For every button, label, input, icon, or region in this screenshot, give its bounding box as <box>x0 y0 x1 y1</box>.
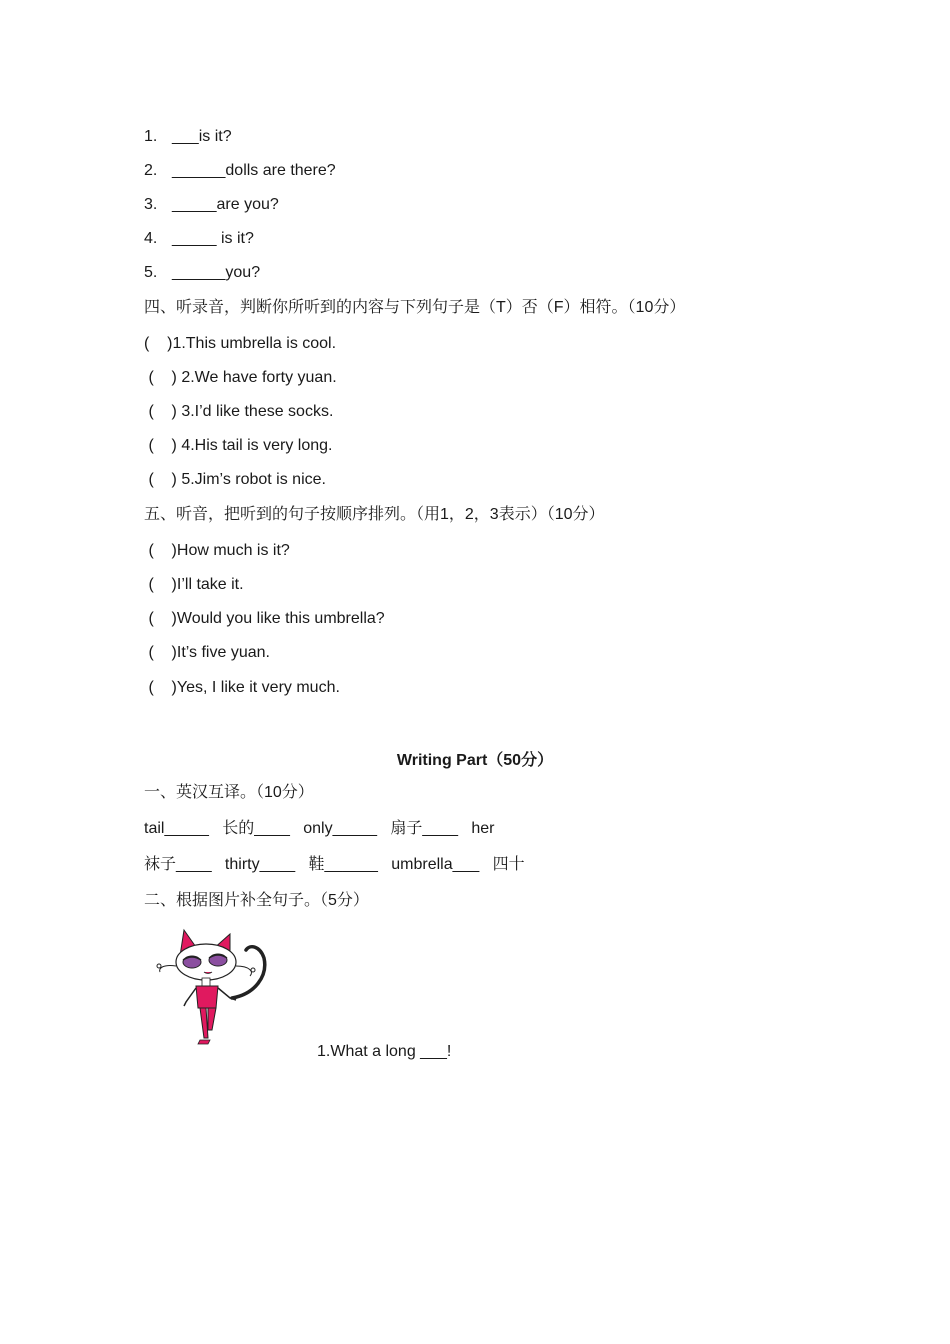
section5-heading: 五、听音，把听到的句子按顺序排列。（用1，2，3表示）（10分） <box>144 506 605 523</box>
question-text: _____are you? <box>172 196 279 213</box>
section4-item-1: ( )1.This umbrella is cool. <box>144 335 337 352</box>
question-number: 2. <box>144 162 158 179</box>
section5-item-4: ( )It’s five yuan. <box>144 644 270 661</box>
section4-heading: 四、听录音，判断你所听到的内容与下列句子是（T）否（F）相符。（10分） <box>144 299 686 316</box>
question-text: ______you? <box>172 264 261 281</box>
section4-item-4: ( ) 4.His tail is very long. <box>144 437 333 454</box>
translation-row-1: tail_____ 长的____ only_____ 扇子____ her <box>144 820 495 837</box>
question-1 <box>144 127 232 147</box>
question-number: 5. <box>144 264 158 281</box>
question-text: ______dolls are there? <box>172 162 336 179</box>
section4-item-5: ( ) 5.Jim’s robot is nice. <box>144 471 326 488</box>
picture-question-1: 1.What a long ___! <box>317 1043 452 1060</box>
section4-item-2: ( ) 2.We have forty yuan. <box>144 369 337 386</box>
section4-item-3: ( ) 3.I’d like these socks. <box>144 403 334 420</box>
cat-illustration <box>150 926 272 1048</box>
question-5 <box>144 263 260 283</box>
question-3 <box>144 195 279 215</box>
writing-part1-heading: 一、英汉互译。（10分） <box>144 784 314 801</box>
question-2 <box>144 161 336 181</box>
question-number: 1. <box>144 128 158 145</box>
section5-item-5: ( )Yes, I like it very much. <box>144 679 340 696</box>
section5-item-3: ( )Would you like this umbrella? <box>144 610 385 627</box>
writing-part2-heading: 二、根据图片补全句子。（5分） <box>144 892 369 909</box>
question-number: 4. <box>144 230 158 247</box>
writing-part-title: Writing Part（50分） <box>396 752 554 769</box>
section5-item-2: ( )I’ll take it. <box>144 576 244 593</box>
question-4 <box>144 229 254 249</box>
section5-item-1: ( )How much is it? <box>144 542 290 559</box>
translation-row-2: 袜子____ thirty____ 鞋______ umbrella___ 四十 <box>144 856 525 873</box>
question-text: ___is it? <box>172 128 232 145</box>
question-text: _____ is it? <box>172 230 254 247</box>
question-number: 3. <box>144 196 158 213</box>
